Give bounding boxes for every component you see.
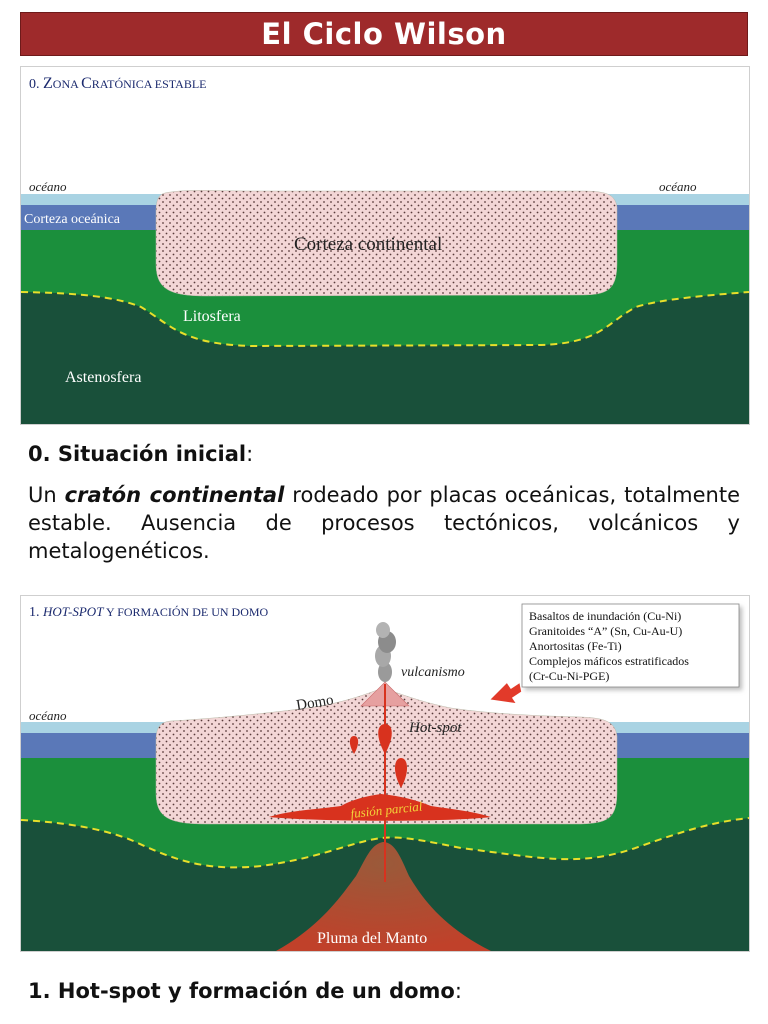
ocean-label-left: océano — [29, 179, 67, 194]
legend-box — [522, 604, 739, 687]
legend-item: Anortositas (Fe-Ti) — [529, 639, 622, 653]
dome-label: Domo — [295, 692, 335, 714]
legend-item: Complejos máficos estratificados — [529, 654, 689, 668]
ocean-label-right: océano — [659, 179, 697, 194]
oceanic-crust-label: Corteza oceánica — [24, 212, 120, 227]
page-title: El Ciclo Wilson — [20, 12, 748, 56]
arrow-icon — [489, 682, 522, 704]
lithosphere-label: Litosfera — [183, 308, 241, 325]
legend-item: (Cr-Cu-Ni-PGE) — [529, 669, 610, 683]
section1-heading: 1. Hot-spot y formación de un domo: — [28, 979, 462, 1003]
figure-stable-craton — [20, 66, 750, 425]
legend-item: Basaltos de inundación (Cu-Ni) — [529, 609, 682, 623]
craton-diagram — [21, 67, 749, 424]
section0-heading: 0. Situación inicial: — [28, 442, 254, 466]
figure-hotspot-dome — [20, 595, 750, 952]
hotspot-label: Hot-spot — [409, 720, 462, 736]
figure0-heading: 0. ZONA CRATÓNICA ESTABLE — [29, 75, 207, 92]
mantle-plume-label: Pluma del Manto — [317, 930, 428, 947]
partial-melt-label: fusión parcial — [349, 798, 424, 821]
ocean-label-left: océano — [29, 708, 67, 723]
figure1-heading: 1. HOT-SPOT Y FORMACIÓN DE UN DOMO — [29, 604, 269, 620]
smoke-plume — [375, 622, 396, 682]
section0-paragraph: Un cratón continental rodeado por placas oceánicas, totalmente estable. Ausencia de procesos tectónicos, volcánicos y metalogenéticos. — [28, 483, 740, 563]
hotspot-diagram — [21, 596, 749, 951]
legend-item: Granitoides “A” (Sn, Cu-Au-U) — [529, 624, 683, 638]
volcanism-label: vulcanismo — [401, 665, 465, 680]
continental-crust-label: Corteza continental — [294, 234, 443, 255]
asthenosphere-label: Astenosfera — [65, 369, 142, 386]
